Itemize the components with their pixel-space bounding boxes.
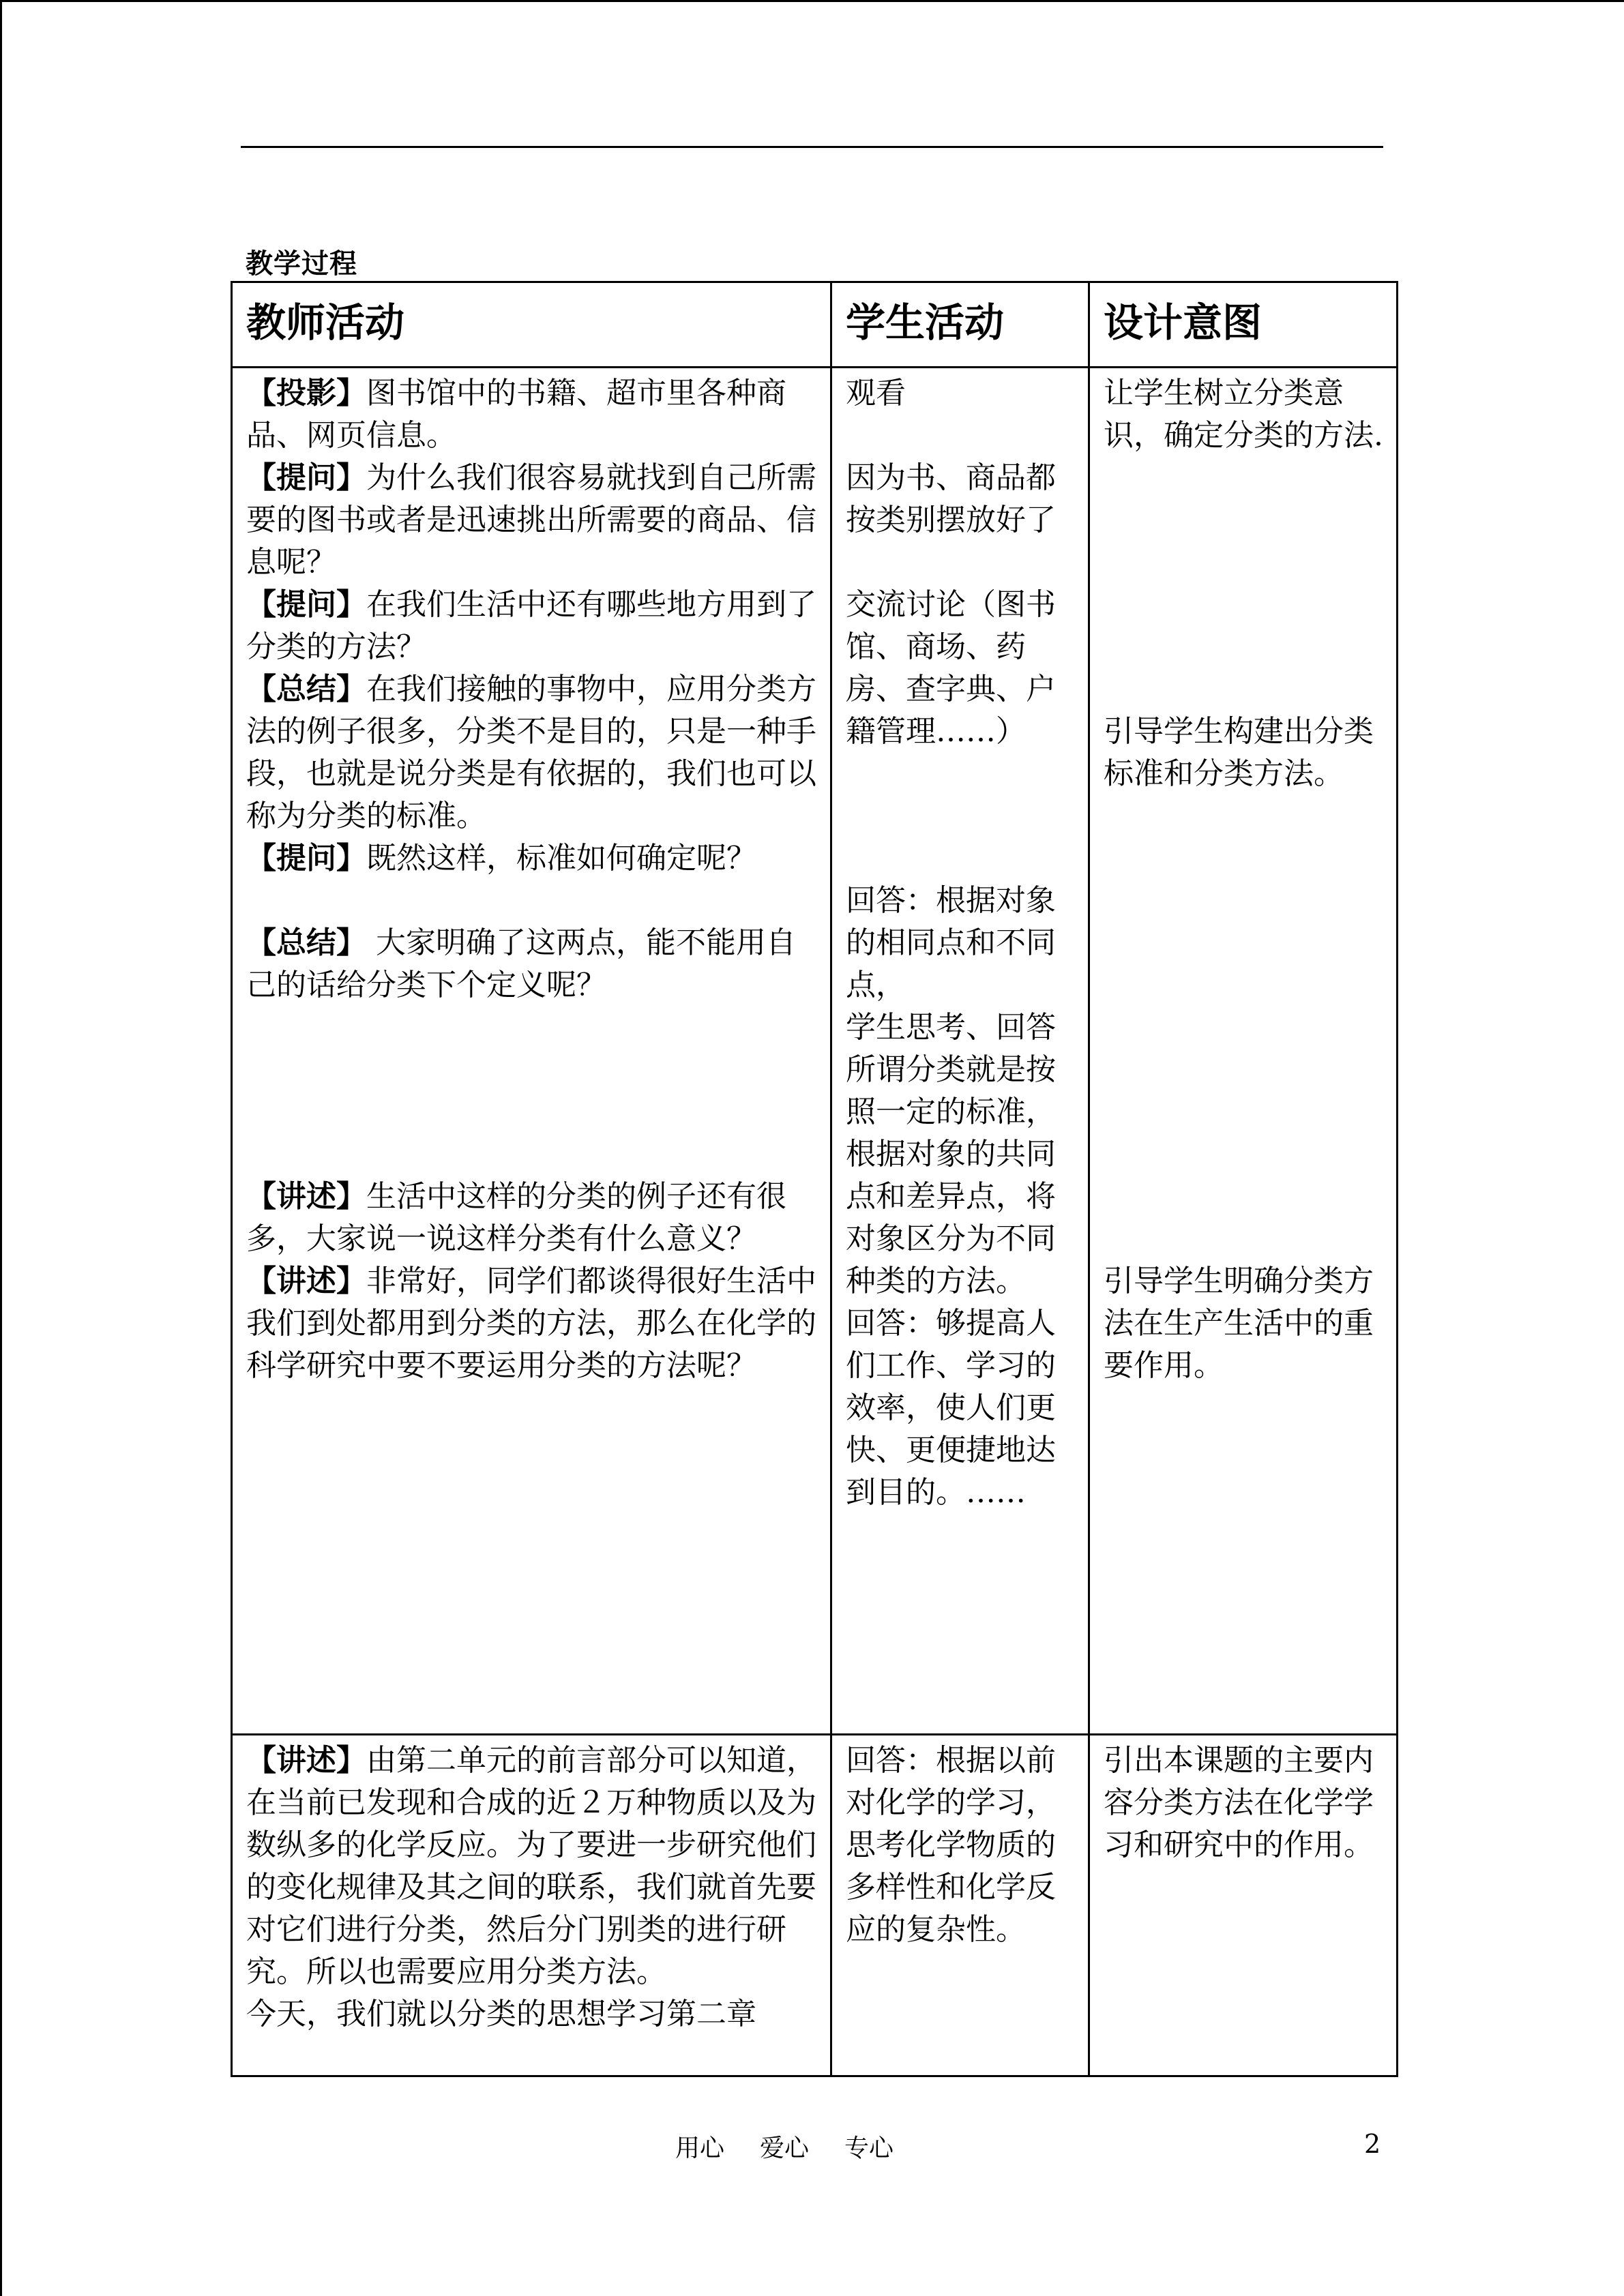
teacher-step: 【投影】图书馆中的书籍、超市里各种商品、网页信息。: [246, 376, 786, 453]
page-left-border: [0, 0, 2, 2296]
teacher-step: 【提问】在我们生活中还有哪些地方用到了分类的方法？: [246, 587, 816, 664]
header-teacher-activity: 教师活动: [232, 282, 831, 368]
teacher-step: 【讲述】由第二单元的前言部分可以知道，在当前已发现和合成的近２万种物质以及为数纵多的化学反应。为了要进一步研究他们的变化规律及其之间的联系，我们就首先要对它们进行分类，然后分门别类的进行研究。所以也需要应用分类方法。: [246, 1743, 816, 1989]
design-intent-cell: [1089, 368, 1398, 1735]
table-row: [232, 368, 1398, 1735]
student-activity-cell: [831, 1735, 1089, 2076]
student-response: 学生思考、回答: [846, 1010, 1056, 1045]
design-intent-cell: [1089, 1735, 1398, 2076]
table-row: [232, 1735, 1398, 2076]
student-response: 观看: [846, 376, 906, 411]
section-title: 教学过程: [246, 248, 357, 280]
design-intent: 引导学生明确分类方法在生产生活中的重要作用。: [1104, 1264, 1374, 1383]
teacher-step: 【讲述】非常好，同学们都谈得很好生活中我们到处都用到分类的方法，那么在化学的科学研究中要不要运用分类的方法呢？: [246, 1264, 816, 1383]
design-intent: 引出本课题的主要内容分类方法在化学学习和研究中的作用。: [1104, 1743, 1374, 1862]
teacher-step: 【总结】在我们接触的事物中，应用分类方法的例子很多，分类不是目的，只是一种手段，也就是说分类是有依据的，我们也可以称为分类的标准。: [246, 672, 816, 833]
header-design-intent: 设计意图: [1089, 282, 1398, 368]
teacher-activity-cell: [232, 1735, 831, 2076]
table-header-row: [232, 282, 1398, 368]
student-response: 因为书、商品都按类别摆放好了: [846, 460, 1056, 537]
teacher-step: 【提问】为什么我们很容易就找到自己所需要的图书或者是迅速挑出所需要的商品、信息呢？: [246, 460, 816, 580]
student-response: 回答：够提高人们工作、学习的效率，使人们更快、更便捷地达到目的。……: [846, 1306, 1056, 1510]
design-intent: 引导学生构建出分类标准和分类方法。: [1104, 714, 1374, 791]
teacher-step: 今天，我们就以分类的思想学习第二章: [246, 1997, 756, 2031]
teacher-step: 【总结】 大家明确了这两点，能不能用自己的话给分类下个定义呢？: [246, 925, 796, 1002]
page-top-border: [0, 0, 1624, 2]
footer-motto: 用心 爱心 专心: [675, 2134, 894, 2162]
page-number: 2: [1364, 2129, 1381, 2159]
header-rule: [241, 146, 1383, 148]
student-activity-cell: [831, 368, 1089, 1735]
teacher-activity-cell: [232, 368, 831, 1735]
teacher-step: 【提问】既然这样，标准如何确定呢？: [246, 841, 756, 876]
header-student-activity: 学生活动: [831, 282, 1089, 368]
teacher-step: 【讲述】生活中这样的分类的例子还有很多，大家说一说这样分类有什么意义？: [246, 1179, 786, 1256]
student-response: 回答：根据以前对化学的学习，思考化学物质的多样性和化学反应的复杂性。: [846, 1743, 1056, 1947]
student-response: 回答：根据对象的相同点和不同点，: [846, 883, 1056, 1002]
student-response: 交流讨论（图书馆、商场、药房、查字典、户籍管理……）: [846, 587, 1056, 749]
design-intent: 让学生树立分类意识，确定分类的方法.: [1104, 376, 1383, 453]
lesson-table: [231, 281, 1398, 2077]
student-response: 所谓分类就是按照一定的标准，根据对象的共同点和差异点，将对象区分为不同种类的方法。: [846, 1052, 1056, 1298]
